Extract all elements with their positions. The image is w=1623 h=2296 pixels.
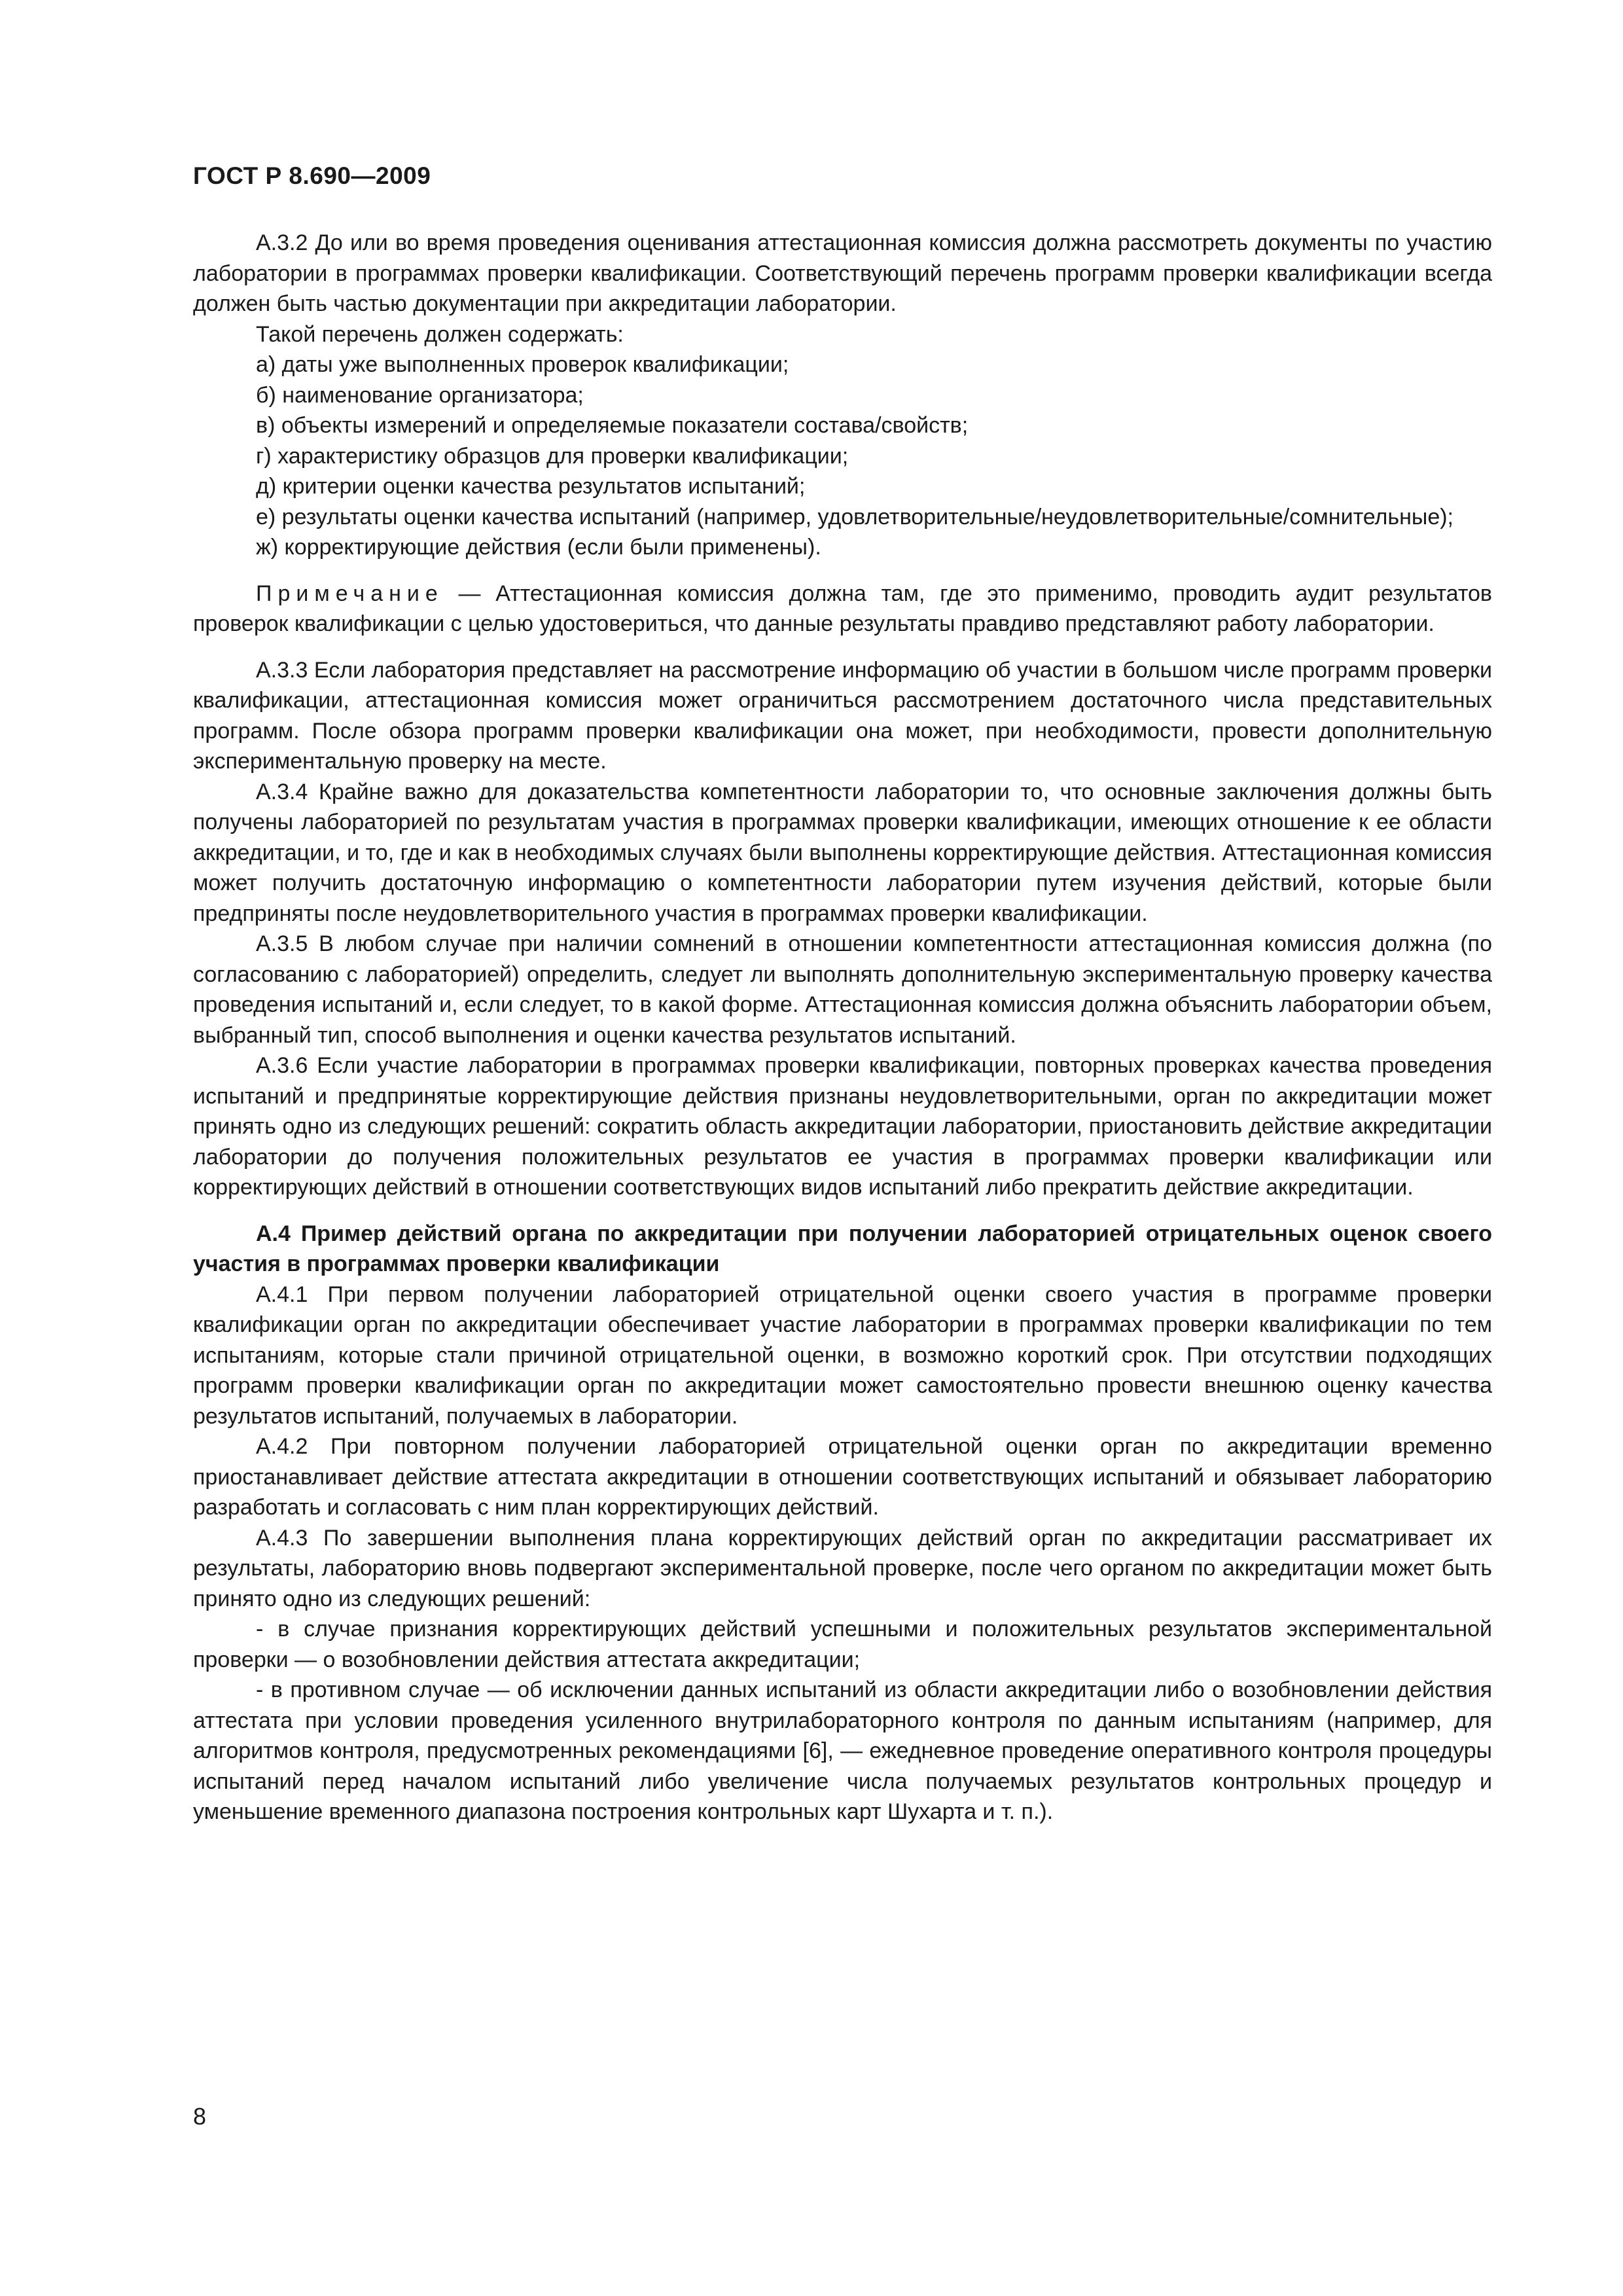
standard-title: ГОСТ Р 8.690—2009: [193, 162, 431, 189]
section-heading-a4: А.4 Пример действий органа по аккредитации при получении лабораторией отрицательных оценок своего участия в программах проверки квалификации: [193, 1221, 1492, 1276]
decision-item: - в противном случае — об исключении данных испытаний из области аккредитации либо о возобновлении действия аттестата при условии проведения усиленного внутрилабораторного контроля по данным испытаниям (например, для алгоритмов контроля, предусмотренных рекомендациями [6], — ежедневное проведение оперативного контроля процедуры испытаний перед началом испытаний либо увеличение числа получаемых результатов контрольных процедур и уменьшение временного диапазона построения контрольных карт Шухарта и т. п.).: [193, 1677, 1492, 1824]
list-item: а) даты уже выполненных проверок квалификации;: [256, 352, 789, 377]
clause-a3-5: А.3.5 В любом случае при наличии сомнений в отношении компетентности аттестационная комиссия должна (по согласованию с лабораторией) определить, следует ли выполнять дополнительную экспериментальную проверку качества проведения испытаний и, если следует, то в какой форме. Аттестационная комиссия должна объяснить лаборатории объем, выбранный тип, способ выполнения и оценки качества результатов испытаний.: [193, 931, 1492, 1048]
note-label: Примечание: [256, 581, 444, 606]
list-item: в) объекты измерений и определяемые показатели состава/свойств;: [256, 413, 969, 438]
list-item: б) наименование организатора;: [256, 382, 584, 408]
list-item: д) критерии оценки качества результатов испытаний;: [256, 474, 806, 499]
document-body: [193, 228, 1492, 1827]
list-item: ж) корректирующие действия (если были применены).: [256, 535, 821, 560]
clause-a4-1: А.4.1 При первом получении лабораторией отрицательной оценки своего участия в программе проверки квалификации орган по аккредитации обеспечивает участие лаборатории в программах проверки квалификации по тем испытаниям, которые стали причиной отрицательной оценки, в возможно короткий срок. При отсутствии подходящих программ проверки квалификации орган по аккредитации может самостоятельно провести внешнюю оценку качества результатов испытаний, получаемых в лаборатории.: [193, 1282, 1492, 1429]
decision-item: - в случае признания корректирующих действий успешными и положительных результатов экспериментальной проверки — о возобновлении действия аттестата аккредитации;: [193, 1617, 1492, 1672]
clause-a3-4: А.3.4 Крайне важно для доказательства компетентности лаборатории то, что основные заключения должны быть получены лабораторией по результатам участия в программах проверки квалификации, имеющих отношение к ее области аккредитации, и то, где и как в необходимых случаях были выполнены корректирующие действия. Аттестационная комиссия может получить достаточную информацию о компетентности лаборатории путем изучения действий, которые были предприняты после неудовлетворительного участия в программах проверки квалификации.: [193, 779, 1492, 926]
clause-a3-6: А.3.6 Если участие лаборатории в программах проверки квалификации, повторных проверках качества проведения испытаний и предпринятые корректирующие действия признаны неудовлетворительными, орган по аккредитации может принять одно из следующих решений: сократить область аккредитации лаборатории, приостановить действие аккредитации лаборатории до получения положительных результатов ее участия в программах проверки квалификации или корректирующих действий в отношении соответствующих видов испытаний либо прекратить действие аккредитации.: [193, 1053, 1492, 1200]
clause-a3-3: А.3.3 Если лаборатория представляет на рассмотрение информацию об участии в большом числе программ проверки квалификации, аттестационная комиссия может ограничиться рассмотрением достаточного числа представительных программ. После обзора программ проверки квалификации она может, при необходимости, провести дополнительную экспериментальную проверку на месте.: [193, 657, 1492, 774]
note: [193, 579, 1492, 639]
clause-a4-3: А.4.3 По завершении выполнения плана корректирующих действий орган по аккредитации рассматривает их результаты, лабораторию вновь подвергают экспериментальной проверке, после чего органом по аккредитации может быть принято одно из следующих решений:: [193, 1525, 1492, 1611]
note-text: — Аттестационная комиссия должна там, где это применимо, проводить аудит результатов проверок квалификации с целью удостовериться, что данные результаты правдиво представляют работу лаборатории.: [193, 581, 1492, 636]
list-item: е) результаты оценки качества испытаний (например, удовлетворительные/неудовлетворительные/сомнительные);: [256, 504, 1454, 529]
clause-a3-2: А.3.2 До или во время проведения оценивания аттестационная комиссия должна рассмотреть документы по участию лаборатории в программах проверки квалификации. Соответствующий перечень программ проверки квалификации всегда должен быть частью документации при аккредитации лаборатории.: [193, 230, 1492, 316]
clause-a4-2: А.4.2 При повторном получении лабораторией отрицательной оценки орган по аккредитации временно приостанавливает действие аттестата аккредитации в отношении соответствующих испытаний и обязывает лабораторию разработать и согласовать с ним план корректирующих действий.: [193, 1434, 1492, 1520]
page-number: 8: [193, 2103, 207, 2130]
list-intro: Такой перечень должен содержать:: [256, 321, 624, 347]
list-item: г) характеристику образцов для проверки квалификации;: [256, 443, 849, 469]
